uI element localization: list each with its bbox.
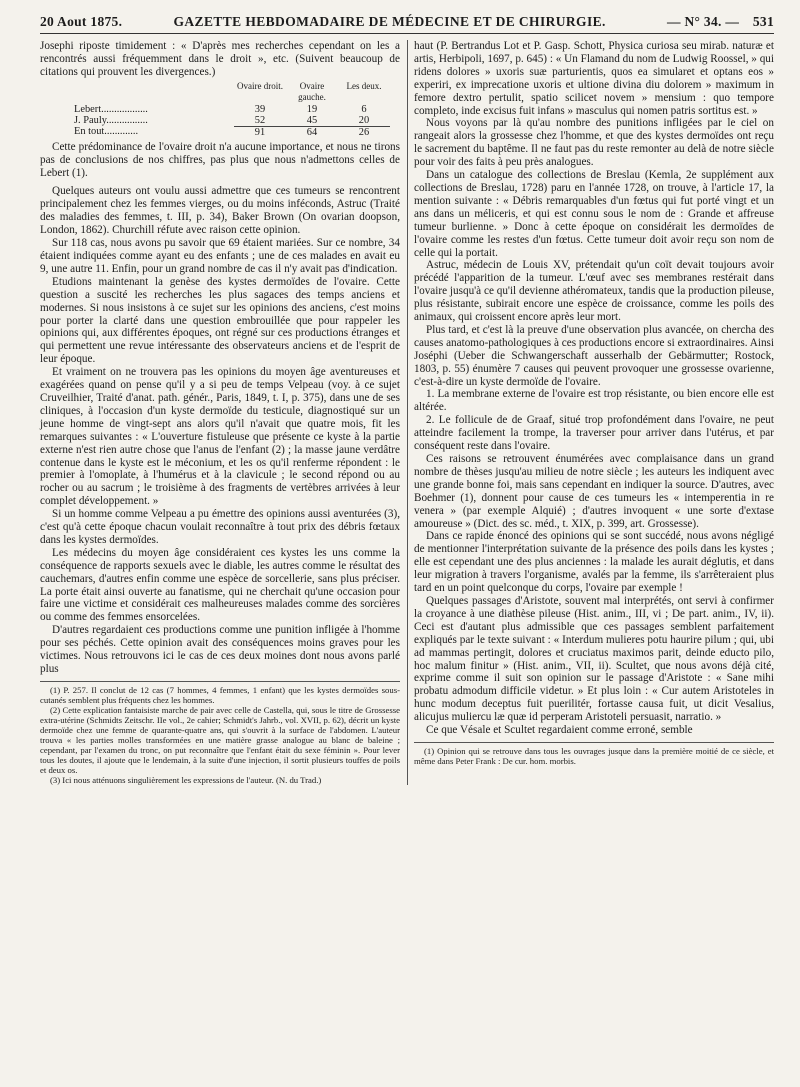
footnotes: [414, 742, 774, 766]
paragraph: Cette prédominance de l'ovaire droit n'a aucune importance, et nous ne tirons pas de conclusions de nos chiffres, pas plus que nous n'admettons celles de Lebert (1).: [40, 140, 400, 179]
issue-number: — N° 34. —: [667, 14, 740, 29]
table-header-cell: Les deux.: [346, 80, 382, 91]
paragraph: Sur 118 cas, nous avons pu savoir que 69 étaient mariées. Sur ce nombre, 34 étaient indiquées comme ayant eu des enfants ; une de ces malades en avait eu 9, une autre 11. Enfin, pour un grand nombre de cas il n'y avait pas d'indication.: [40, 237, 400, 275]
table-cell-name: Lebert..................: [74, 103, 148, 115]
paragraph: Quelques passages d'Aristote, souvent mal interprétés, ont servi à confirmer la croyance à une diathèse pileuse (Hist. anim., III, vi ; De part. anim., IV, ii). Ceci est d'autant plus admissible que ces passages semblent parfaitement expliqués par le texte suivant : « Interdum mulieres potu haurire pilum ; qui, ubi ad mammas pertingit, dolores et cruciatus maximos parit, deinde educto pilo, hoc malum finitur » (Hist. anim., VII, ii). Scultet, que nous avons déjà cité, exprime comme il suit son opinion sur le passage d'Aristote : « Sane mihi probatu admodum difficile videtur. » Et plus loin : « Cur autem Aristoteles in hunc modum deceptus fuit puerilitér, fortasse causa fuit, ut dicit Vesalius, alicujus muliercu læ quæ id perperam Aristoteli persuasit, narratio. »: [414, 594, 774, 724]
table-cell: 45: [306, 114, 318, 126]
paragraph: 2. Le follicule de de Graaf, situé trop profondément dans l'ovaire, ne peut atteindre facilement la trompe, la traverser pour arriver dans l'utérus, et par conséquent reste dans l'ovaire.: [414, 414, 774, 453]
left-column: [40, 40, 400, 785]
header-right: [657, 14, 774, 30]
paragraph: Astruc, médecin de Louis XV, prétendait qu'un coït devait toujours avoir précédé l'apparition de la tumeur. L'œuf avec ses membranes restérait dans l'ovaire jusqu'à ce qu'il devienne athéromateux, tandis que la production pileuse, plus résistante, subirait encore une espèce de croissance, comme les poils des animaux, qui croissent encore après leur mort.: [414, 259, 774, 324]
paragraph: D'autres regardaient ces productions comme une punition infligée à l'homme pour ses péchés. Cette opinion avait des conséquences moins graves pour les victimes. Nous retrouvons ici le cas de ces deux moines dont nous avons parlé plus: [40, 624, 400, 675]
table-cell: 26: [338, 126, 390, 138]
table-cell-name: En tout.............: [74, 126, 139, 138]
table-cell: 39: [254, 103, 266, 115]
footnote: (1) P. 257. Il conclut de 12 cas (7 hommes, 4 femmes, 1 enfant) que les kystes dermoïdes sous-cutanés semblent plus fréquents chez les hommes.: [40, 684, 400, 705]
table-header: [40, 81, 400, 104]
table-header-cell: Ovaire gauche.: [298, 80, 326, 103]
footnote: (1) Opinion qui se retrouve dans tous les ouvrages jusque dans la première moitié de ce siècle, et même dans Peter Frank : De cur. hom. morbis.: [414, 745, 774, 766]
footnotes: [40, 681, 400, 785]
paragraph: Quelques auteurs ont voulu aussi admettre que ces tumeurs se rencontrent principalement chez les femmes vierges, ou du moins inféconds, Astruc (Traité des maladies des femmes, t. III, p. 34), Baker Brown (On ovarian doopson, London, 1862). Churchill réfute avec raison cette opinion.: [40, 185, 400, 237]
table-cell-name: J. Pauly................: [74, 114, 148, 126]
table-row: [40, 115, 400, 126]
right-column: [414, 40, 774, 785]
header-title: GAZETTE HEBDOMADAIRE DE MÉDECINE ET DE CHIRURGIE.: [173, 14, 606, 29]
table-cell: 20: [358, 114, 370, 126]
paragraph: Ce que Vésale et Scultet regardaient comme erroné, semble: [426, 724, 693, 737]
columns: [40, 40, 774, 785]
table-header-cell: Ovaire droit.: [237, 80, 283, 91]
page-number: 531: [752, 14, 774, 29]
paragraph: Les médecins du moyen âge considéraient ces kystes les uns comme la conséquence de rapports sexuels avec le diable, les autres comme le résultat des cauchemars, d'autres enfin comme une espèce de sorcellerie, sans plus préciser. La porte était ainsi ouverte au fanatisme, qui ne cherchait qu'une occasion pour faire une victime et considérait ces malheureuses malades comme des sorcières ou comme des femmes ensorcelées.: [40, 546, 400, 624]
ovary-table: [40, 81, 400, 139]
paragraph: Et vraiment on ne trouvera pas les opinions du moyen âge aventureuses et exagérées quand on pense qu'il y a si peu de temps Velpeau (voy. à ce sujet Cruveilhier, Traité d'anat. path. génér., Paris, 1849, t. I, p. 375), dans une de ses cliniques, à l'occasion d'un kyste dermoïde du testicule, diagnostiqué sur un jeune homme de vingt-sept ans alors qu'il n'avait que quatre mois, fit les remarques suivantes : « L'ouverture fistuleuse que présente ce kyste à la partie externe n'est rien autre chose que l'anus de l'enfant (2) ; la masse jaune verdâtre contenue dans le kyste est le méconium, et les os qu'il renferme répondent : le premier à l'omoplate, à l'humérus et à la clavicule ; le second répond ou au rocher ou au sacrum ; le troisième à des fragments de vertèbres arrivées à leur complet développement. »: [40, 366, 400, 508]
page-header: [40, 14, 774, 34]
paragraph: Ces raisons se retrouvent énumérées avec complaisance dans un grand nombre de thèses jusqu'au milieu de notre siècle ; les auteurs les indiquent avec une grande bonne foi, mais sans cependant en indiquer la source. D'autres, avec Boehmer (1), donnent pour cause de ces tumeurs les « intemperentia in re venera » (par exemple Alquié) ; d'autres invoquent « une sorte d'extase amoureuse » (Dict. des sc. méd., t. XIX, p. 399, art. Grossesse).: [414, 453, 774, 530]
table-row: [40, 104, 400, 115]
footnote: (3) Ici nous atténuons singulièrement les expressions de l'auteur. (N. du Trad.): [50, 774, 322, 785]
paragraph: Josephi riposte timidement : « D'après mes recherches cependant on les a rencontrés aussi fréquemment dans le droit », etc. (Suivent beaucoup de citations qui prouvent les divergences.): [40, 40, 400, 78]
table-cell: 91: [234, 126, 286, 138]
table-cell: 64: [286, 126, 338, 138]
paragraph: haut (P. Bertrandus Lot et P. Gasp. Schott, Physica curiosa seu mirab. naturæ et artis, Herbipoli, 1697, p. 645) : « Un Flamand du nom de Ludwig Roossel, » qui ridens dolores » uxoris suæ parturientis, quos ea simularet et optans eos » experiri, ex imprecatione uxoris et ultione divina diu dolorem » maximum in femore dextro pertulit, spatio scilicet novem » mensium : quo tempore completo, inde excisus fuit infans » masculus qui nomen patris sortitus est. »: [414, 40, 774, 117]
table-cell: 19: [306, 103, 318, 115]
paragraph: Plus tard, et c'est là la preuve d'une observation plus avancée, on chercha des causes anatomo-pathologiques à ces productions encore si extraordinaires. Ainsi Joséphi (Ueber die Schwangerschaft ausserhalb der Gebärmutter; Rostock, 1803, p. 55) énumère 7 causes qui peuvent provoquer une grossesse ovarienne, c'est-à-dire un kyste dermoïde de l'ovaire.: [414, 323, 774, 388]
paragraph: Dans ce rapide énoncé des opinions qui se sont succédé, nous avons négligé de mentionner l'interprétation suivante de la présence des poils dans les kystes ; elle est cependant une des plus anciennes : la malade les aurait déglutis, et dans leur migration à travers l'organisme, avalés par la femme, ils s'arrêteraient plus tard en un point quelconque du corps, l'ovaire par exemple !: [414, 530, 774, 595]
paragraph: 1. La membrane externe de l'ovaire est trop résistante, ou bien encore elle est altérée.: [414, 388, 774, 414]
column-divider: [407, 40, 408, 785]
table-total-row: [40, 126, 400, 138]
paragraph: Etudions maintenant la genèse des kystes dermoïdes de l'ovaire. Cette question a suscité les recherches les plus sagaces des temps anciens et modernes. Si nous insistons à ce sujet sur les opinions des anciens, c'est moins pour porter la clarté dans une question embrouillée que pour rappeler les opinions qui, aux différentes époques, ont régné sur ces productions étranges et qui permettent une revue intéressante des observateurs anciens et de l'esprit de leur époque.: [40, 275, 400, 366]
header-date: 20 Aout 1875.: [40, 14, 123, 29]
table-cell: 52: [254, 114, 266, 126]
footnote: (2) Cette explication fantaisiste marche de pair avec celle de Castella, qui, sous le titre de Grossesse extra-utérine (Schmidts Zeitschr. IIe vol., 2e cahier; Schmidt's Jahrb., vol. XVII, p. 62), décrit un kyste dermoïde chez une femme de quarante-quatre ans, qui s'ouvrit à la surface de l'abdomen. L'auteur trouva « les parties molles transformées en une matière grasse analogue au blanc de baleine ; cependant, par l'examen du tronc, on put reconnaître que l'enfant était du sexe féminin ». Pour lever tous les doutes, il ajoute que le lendemain, à la suite d'une injection, il sortit plusieurs touffes de poils et deux os.: [40, 704, 400, 775]
paragraph: Dans un catalogue des collections de Breslau (Kemla, 2e supplément aux collections de Breslau, 1728) paru en l'année 1728, on trouve, à l'article 17, la mention suivante : « Débris remarquables d'un fœtus qui fut porté vingt et un ans dans un méliceris, et qui est connu sous le nom de : Grande et affreuse tumeur burlienne. » Donc à cette époque on considérait les dermoïdes de l'ovaire comme les restes d'un fœtus. Cette tumeur doit avoir reçu son nom de celle qui la portait.: [414, 169, 774, 259]
paragraph: Nous voyons par là qu'au nombre des punitions infligées par le ciel on rangeait alors la grossesse chez l'homme, et que des kystes dermoïdes ont reçu le sacrement du baptême. Il ne faut pas du reste remonter au delà de notre siècle pour voir des faits à peu près analogues.: [414, 117, 774, 169]
paragraph: Si un homme comme Velpeau a pu émettre des opinions aussi aventurées (3), c'est qu'à cette époque chacun voulait reconnaître à tout prix des débris fœtaux dans les kystes dermoïdes.: [40, 508, 400, 546]
table-cell: 6: [361, 103, 367, 115]
